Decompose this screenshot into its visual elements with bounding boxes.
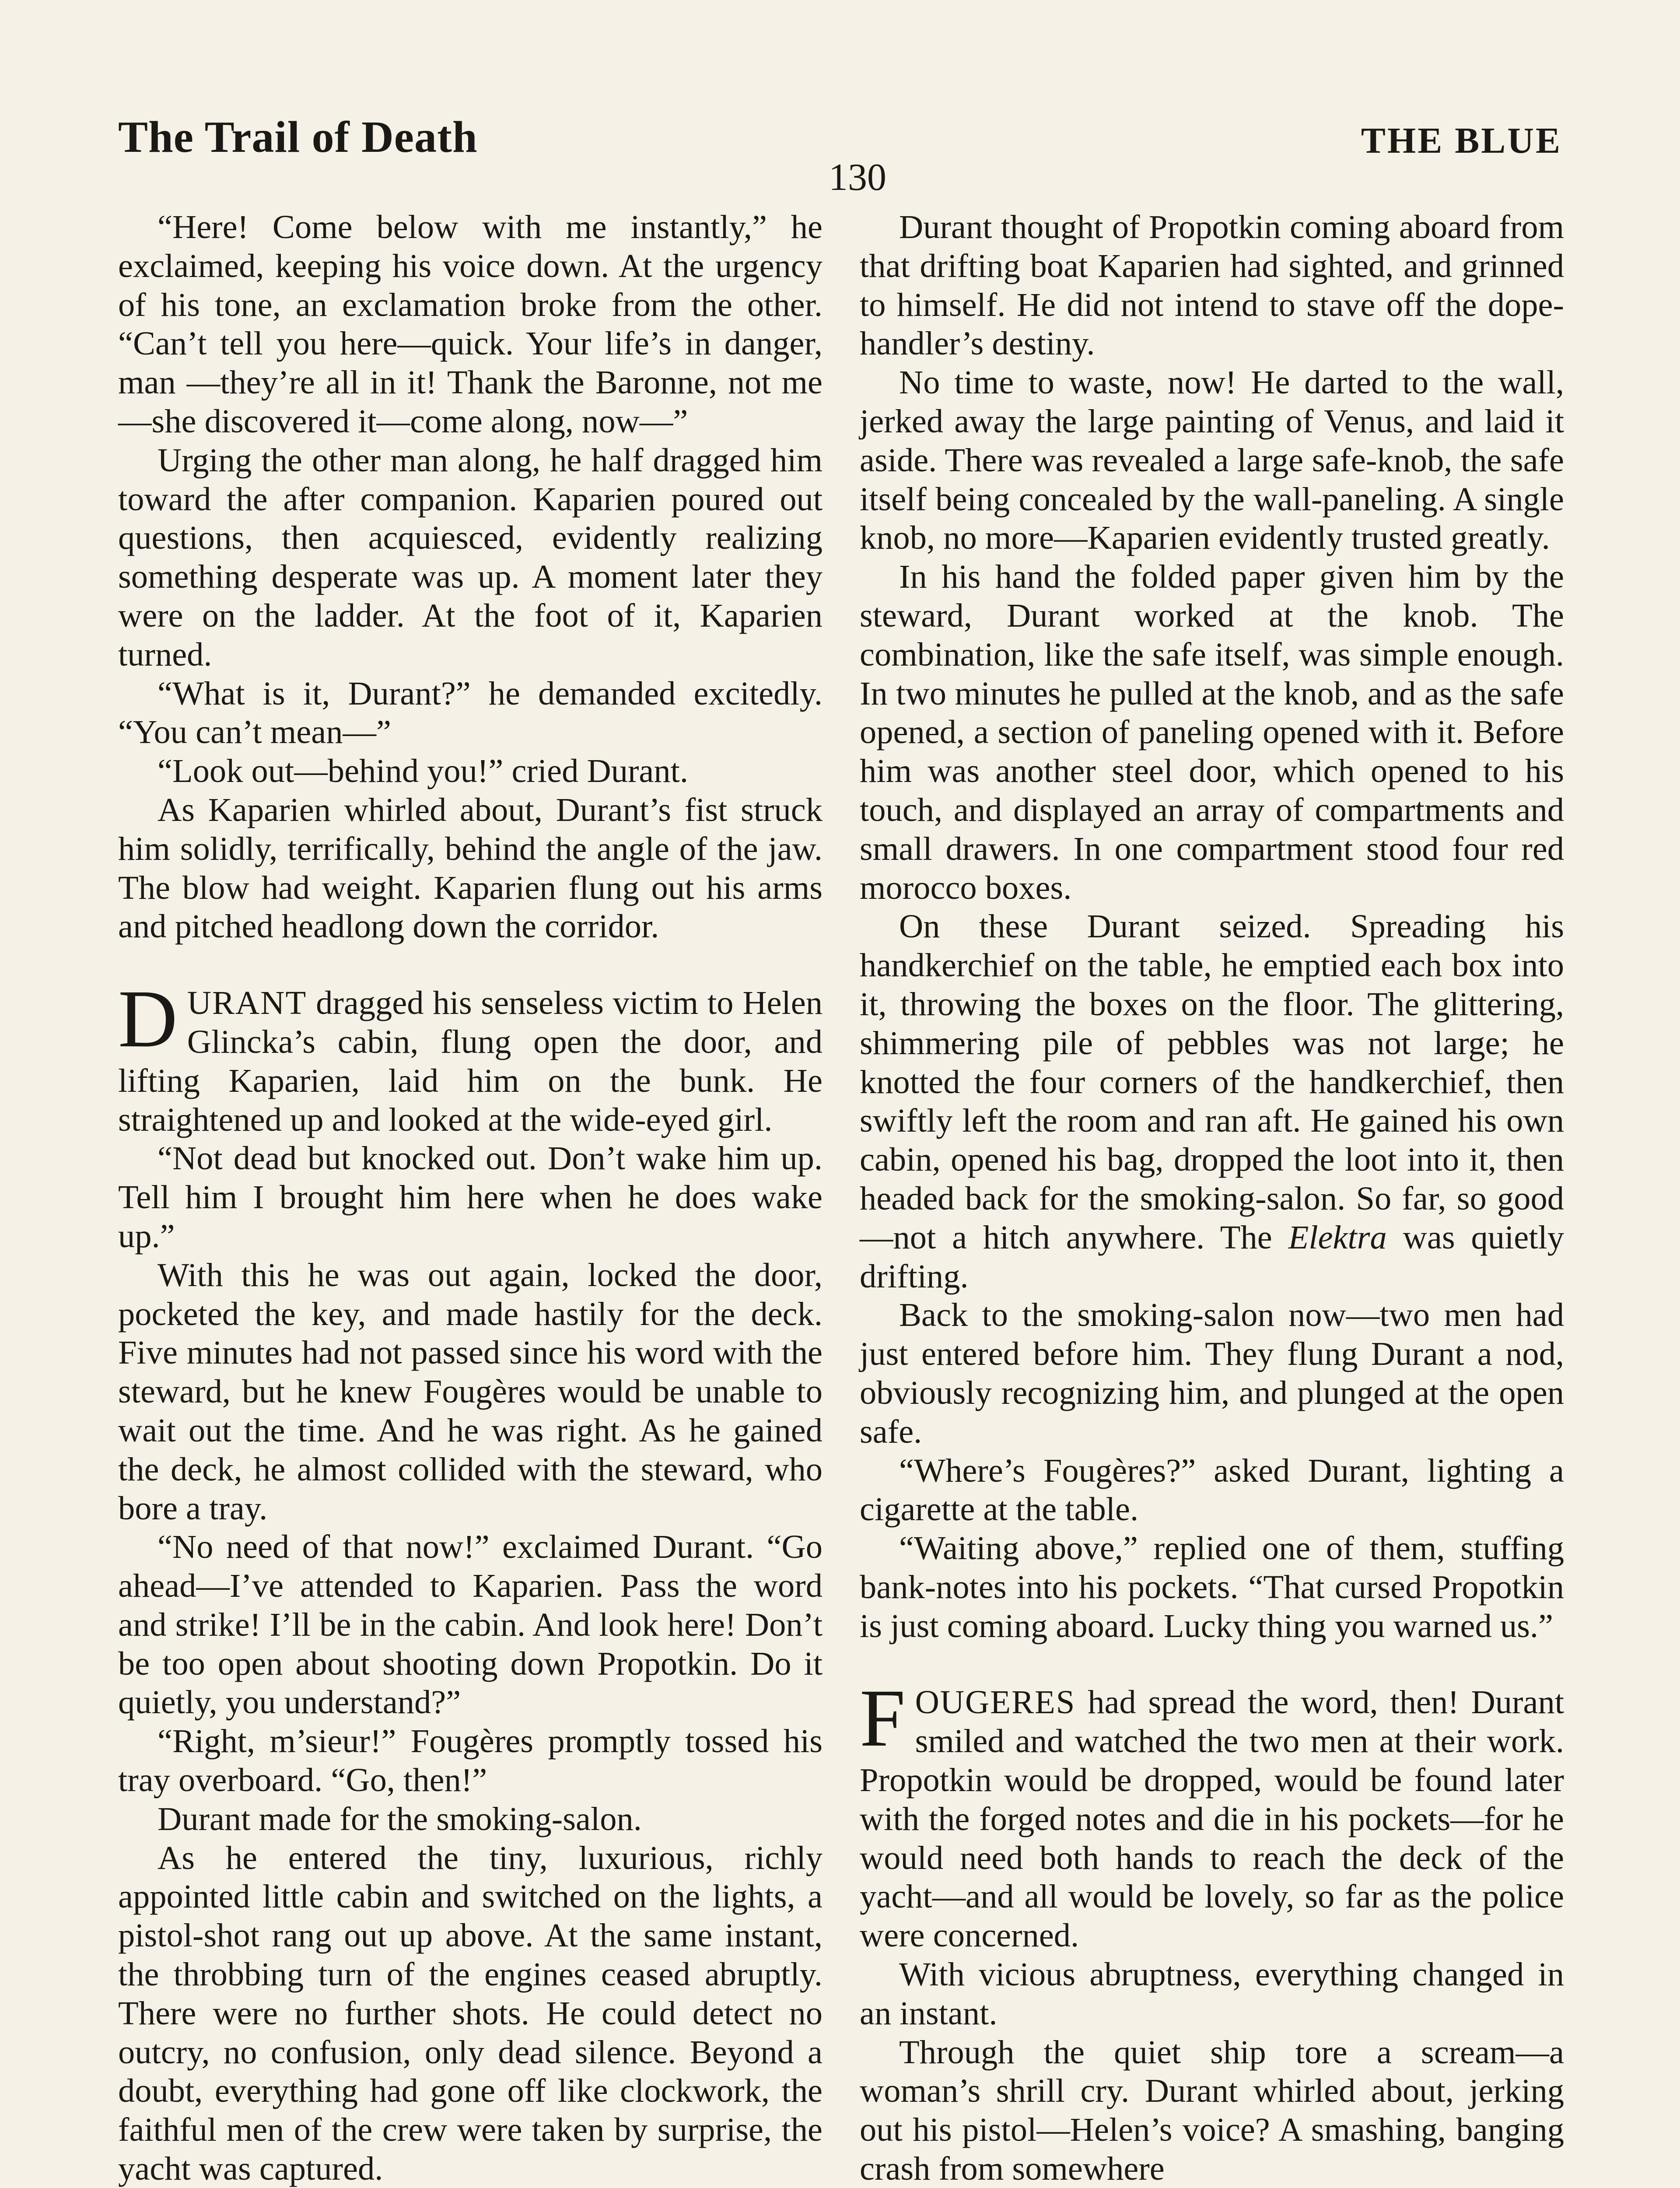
section-opening-paragraph — [860, 1672, 1564, 1955]
page-number: 130 — [829, 156, 886, 199]
paragraph-text: The — [1220, 1218, 1288, 1256]
paragraph — [860, 907, 1564, 1296]
small-caps-word: URANT — [187, 984, 307, 1022]
paragraph: As Kaparien whirled about, Durant’s fist struck him solidly, terrifically, behind the angle of the jaw. The blow had weight. Kaparien flung out his arms and pitched headlong down the corridor. — [118, 791, 822, 945]
paragraph: “What is it, Durant?” he demanded excitedly. “You can’t mean—” — [118, 674, 822, 751]
paragraph: Back to the smoking-salon now—two men had just entered before him. They flung Durant a nod, obviously recognizing him, and plunged at the open safe. — [860, 1296, 1564, 1450]
right-column — [860, 208, 1564, 2188]
small-caps-word: OUGERES — [915, 1683, 1076, 1721]
paragraph: Through the quiet ship tore a scream—a woman’s shrill cry. Durant whirled about, jerking out his pistol—Helen’s voice? A smashing, banging crash from somewhere — [860, 2033, 1564, 2188]
paragraph: Durant made for the smoking-salon. — [158, 1800, 642, 1837]
paragraph: “No need of that now!” exclaimed Durant. “Go ahead—I’ve attended to Kaparien. Pass the word and strike! I’ll be in the cabin. And look here! Don’t be too open about shooting down Propotkin. Do it quietly, you understand?” — [118, 1528, 822, 1721]
paragraph: With this he was out again, locked the door, pocketed the key, and made hastily for the deck. Five minutes had not passed since his word with the steward, but he knew Fougères would be unable to wait out the time. And he was right. As he gained the deck, he almost collided with the steward, who bore a tray. — [118, 1256, 822, 1527]
story-title: The Trail of Death — [118, 112, 478, 162]
paragraph: With vicious abruptness, everything changed in an instant. — [860, 1956, 1564, 2032]
paragraph: In his hand the folded paper given him by the steward, Durant worked at the knob. The combination, like the safe itself, was simple enough. In two minutes he pulled at the knob, and as the safe opened, a section of paneling opened with it. Before him was another steel door, which opened to his touch, and displayed an array of compartments and small drawers. In one compartment stood four red morocco boxes. — [860, 558, 1564, 906]
paragraph: No time to waste, now! He darted to the wall, jerked away the large painting of Venus, and laid it aside. There was revealed a large safe-knob, the safe itself being concealed by the wall-paneling. A single knob, no more—Kaparien evidently trusted greatly. — [860, 364, 1564, 557]
paragraph: “Waiting above,” replied one of them, stuffing bank-notes into his pockets. “That cursed Propotkin is just coming aboard. Lucky thing you warned us.” — [860, 1529, 1564, 1645]
paragraph-text: On these Durant seized. Spreading his handkerchief on the table, he emptied each box into it, throwing the boxes on the floor. The glittering, shimmering pile of pebbles was not large; he knotted the four corners of the handkerchief, then swiftly left the room and ran aft. He gained his own cabin, opened his bag, dropped the loot into it, then headed back for the smoking-salon. So far, so good—not a hitch anywhere. — [860, 908, 1564, 1256]
paragraph: “Where’s Fougères?” asked Durant, lighting a cigarette at the table. — [860, 1452, 1564, 1528]
ship-name: Elektra — [1288, 1218, 1387, 1256]
paragraph-text: was quietly drifting. — [860, 1218, 1564, 1295]
paragraph: Urging the other man along, he half dragged him toward the after companion. Kaparien poured out questions, then acquiesced, evidently realizing something desperate was up. A moment later they were on the ladder. At the foot of it, Kaparien turned. — [118, 441, 822, 673]
paragraph: “Right, m’sieur!” Fougères promptly tossed his tray overboard. “Go, then!” — [118, 1722, 822, 1799]
paragraph: Durant thought of Propotkin coming aboard from that drifting boat Kaparien had sighted, and grinned to himself. He did not intend to stave off the dope-handler’s destiny. — [860, 208, 1564, 362]
drop-cap: D — [118, 973, 178, 1065]
left-column — [118, 208, 822, 2188]
paragraph-text: dragged his senseless victim to Helen Glincka’s cabin, flung open the door, and lifting Kaparien, laid him on the bunk. He straightened up and looked at the wide-eyed girl. — [118, 984, 822, 1138]
paragraph: “Look out—behind you!” cried Durant. — [158, 752, 689, 790]
paragraph: As he entered the tiny, luxurious, richly appointed little cabin and switched on the lights, a pistol-shot rang out up above. At the same instant, the throbbing turn of the engines ceased abruptly. There were no further shots. He could detect no outcry, no confusion, only dead silence. Beyond a doubt, everything had gone off like clockwork, the faithful men of the crew were taken by surprise, the yacht was captured. — [118, 1839, 822, 2188]
paragraph: “Not dead but knocked out. Don’t wake him up. Tell him I brought him here when he does wake up.” — [118, 1140, 822, 1255]
paragraph-text: had spread the word, then! Durant smiled and watched the two men at their work. Propotkin would be dropped, would be found later with the forged notes and die in his pockets—for he would need both hands to reach the deck of the yacht—and all would be lovely, so far as the police were concerned. — [860, 1683, 1564, 1954]
drop-cap: F — [860, 1672, 906, 1764]
magazine-title: THE BLUE — [1361, 120, 1562, 161]
paragraph: “Here! Come below with me instantly,” he exclaimed, keeping his voice down. At the urgency of his tone, an exclamation broke from the other. “Can’t tell you here—quick. Your life’s in danger, man —they’re all in it! Thank the Baronne, not me—she discovered it—come along, now—” — [118, 208, 822, 440]
section-opening-paragraph — [118, 973, 822, 1139]
